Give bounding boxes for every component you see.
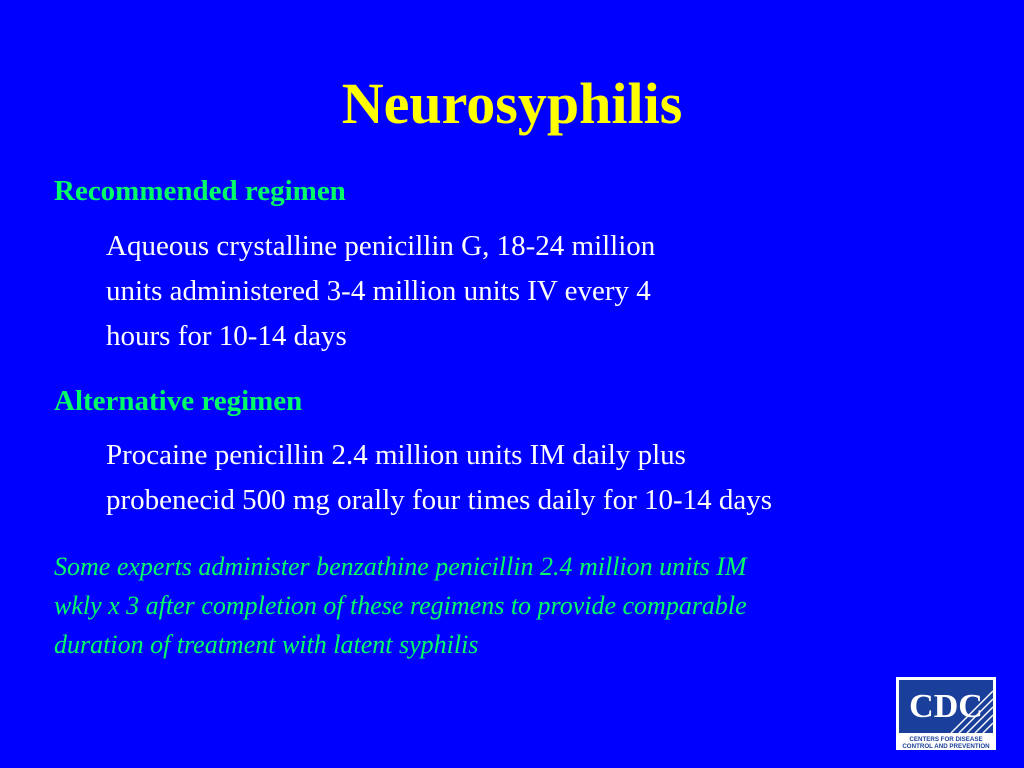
recommended-line: units administered 3-4 million units IV every 4 [106,275,651,307]
note-line: wkly x 3 after completion of these regimens to provide comparable [54,591,747,620]
slide-title: Neurosyphilis [341,71,683,136]
expert-note [54,547,954,664]
logo-text: CDC [909,688,983,725]
recommended-line: Aqueous crystalline penicillin G, 18-24 million [106,230,656,262]
alternative-line: Procaine penicillin 2.4 million units IM daily plus [106,439,686,471]
logo-subtitle-line2: CONTROL AND PREVENTION [902,743,990,750]
logo-subtitle-line1: CENTERS FOR DISEASE [909,736,983,743]
recommended-regimen-heading: Recommended regimen [54,175,346,207]
recommended-regimen-text [106,224,826,359]
alternative-regimen-text [106,433,986,523]
note-line: duration of treatment with latent syphilis [54,630,479,659]
cdc-logo [896,677,996,750]
alternative-regimen-heading: Alternative regimen [54,385,303,417]
note-line: Some experts administer benzathine penicillin 2.4 million units IM [54,552,747,581]
recommended-line: hours for 10-14 days [106,320,347,352]
alternative-line: probenecid 500 mg orally four times daily for 10-14 days [106,484,773,516]
